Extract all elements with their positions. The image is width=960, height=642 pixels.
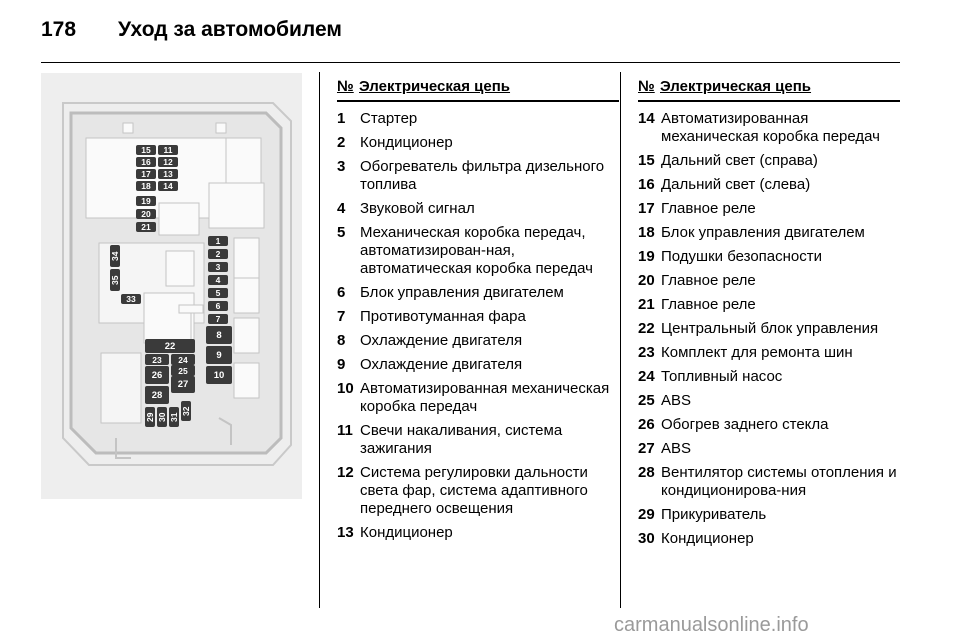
- fuse-number: 30: [638, 530, 655, 547]
- circuit-description: Кондиционер: [360, 524, 453, 541]
- table-row: [337, 224, 619, 278]
- table-row: [337, 332, 619, 350]
- fuse-label-12: 12: [158, 157, 178, 167]
- table-header: [638, 78, 900, 102]
- fuse-number: 2: [337, 134, 346, 151]
- fuse-label-24: 24: [171, 354, 195, 365]
- fuse-label-30: 30: [157, 407, 167, 427]
- fuse-number: 16: [638, 176, 655, 193]
- table-row: [638, 272, 900, 290]
- fuse-number: 24: [638, 368, 655, 385]
- table-row: [638, 110, 900, 146]
- table-row: [638, 224, 900, 242]
- fuse-label-17: 17: [136, 169, 156, 179]
- circuit-description: Механическая коробка передач, автоматизирован-ная, автоматическая коробка передач: [360, 224, 593, 277]
- circuit-description: Главное реле: [661, 272, 756, 289]
- fuse-number: 7: [337, 308, 346, 325]
- fuse-label-32: 32: [181, 401, 191, 421]
- fuse-label-35: 35: [110, 269, 120, 291]
- fuse-label-25: 25: [171, 365, 195, 376]
- circuit-description: Главное реле: [661, 200, 756, 217]
- fuse-number: 26: [638, 416, 655, 433]
- table-row: [337, 422, 619, 458]
- circuit-description: Кондиционер: [360, 134, 453, 151]
- fuse-label-34: 34: [110, 245, 120, 267]
- fuse-label-15: 15: [136, 145, 156, 155]
- fuse-label-33: 33: [121, 294, 141, 304]
- table-row: [638, 296, 900, 314]
- table-row: [337, 464, 619, 518]
- table-row: [337, 356, 619, 374]
- fuse-label-11: 11: [158, 145, 178, 155]
- table-row: [337, 158, 619, 194]
- fuse-label-26: 26: [145, 366, 169, 384]
- column-divider-left: [319, 72, 320, 608]
- circuit-description: Прикуриватель: [661, 506, 767, 523]
- table-row: [638, 530, 900, 548]
- fuse-number: 13: [337, 524, 354, 541]
- fuse-label-7: 7: [208, 314, 228, 324]
- circuit-description: Автоматизированная механическая коробка передач: [360, 380, 610, 415]
- table-row: [337, 134, 619, 152]
- fuse-label-6: 6: [208, 301, 228, 311]
- fuse-number: 27: [638, 440, 655, 457]
- fuse-number: 20: [638, 272, 655, 289]
- fuse-number: 29: [638, 506, 655, 523]
- column-number-header: №: [638, 78, 655, 95]
- fuse-label-28: 28: [145, 386, 169, 404]
- fuse-number: 12: [337, 464, 354, 481]
- fuse-number: 11: [337, 422, 353, 439]
- fuse-label-14: 14: [158, 181, 178, 191]
- header-rule: [41, 62, 900, 63]
- fuse-label-10: 10: [206, 366, 232, 384]
- circuit-description: Стартер: [360, 110, 418, 127]
- circuit-description: Дальний свет (справа): [661, 152, 818, 169]
- circuit-description: Комплект для ремонта шин: [661, 344, 853, 361]
- circuit-description: Система регулировки дальности света фар, система адаптивного переднего освещения: [360, 464, 588, 517]
- circuit-description: Противотуманная фара: [360, 308, 526, 325]
- table-row: [638, 392, 900, 410]
- circuit-description: Обогрев заднего стекла: [661, 416, 829, 433]
- circuit-description: Центральный блок управления: [661, 320, 879, 337]
- fuse-label-29: 29: [145, 407, 155, 427]
- table-row: [638, 152, 900, 170]
- fuse-label-1: 1: [208, 236, 228, 246]
- table-row: [638, 506, 900, 524]
- table-row: [638, 248, 900, 266]
- fuse-number: 10: [337, 380, 354, 397]
- fuse-label-3: 3: [208, 262, 228, 272]
- fuse-number: 21: [638, 296, 655, 313]
- fuse-label-21: 21: [136, 222, 156, 232]
- table-row: [638, 344, 900, 362]
- table-row: [638, 464, 900, 500]
- fuse-number: 5: [337, 224, 346, 241]
- fuse-number: 14: [638, 110, 655, 127]
- fuse-number: 6: [337, 284, 346, 301]
- fuse-number: 19: [638, 248, 655, 265]
- table-header: [337, 78, 619, 102]
- fuse-number: 15: [638, 152, 655, 169]
- watermark: carmanualsonline.info: [614, 614, 809, 636]
- table-row: [638, 320, 900, 338]
- column-number-header: №: [337, 78, 354, 95]
- fuse-number: 8: [337, 332, 346, 349]
- fuse-label-19: 19: [136, 196, 156, 206]
- circuit-description: Главное реле: [661, 296, 756, 313]
- fuse-box-outline: [41, 73, 302, 499]
- table-row: [337, 200, 619, 218]
- circuit-description: Охлаждение двигателя: [360, 332, 523, 349]
- circuit-description: Кондиционер: [661, 530, 754, 547]
- table-row: [337, 110, 619, 128]
- table-row: [337, 524, 619, 542]
- fuse-number: 4: [337, 200, 346, 217]
- fuse-number: 22: [638, 320, 655, 337]
- fuse-label-18: 18: [136, 181, 156, 191]
- fuse-label-16: 16: [136, 157, 156, 167]
- circuit-description: Блок управления двигателем: [661, 224, 865, 241]
- fuse-box-figure: [41, 73, 302, 499]
- fuse-number: 17: [638, 200, 655, 217]
- fuse-label-2: 2: [208, 249, 228, 259]
- table-row: [337, 284, 619, 302]
- column-circuit-header: Электрическая цепь: [660, 78, 812, 95]
- fuse-label-8: 8: [206, 326, 232, 344]
- fuse-number: 9: [337, 356, 346, 373]
- table-row: [638, 176, 900, 194]
- circuit-description: Вентилятор системы отопления и кондиционирова-ния: [661, 464, 897, 499]
- fuse-label-20: 20: [136, 209, 156, 219]
- circuit-description: Блок управления двигателем: [360, 284, 564, 301]
- circuit-description: Обогреватель фильтра дизельного топлива: [360, 158, 605, 193]
- fuse-number: 23: [638, 344, 655, 361]
- circuit-description: ABS: [661, 392, 692, 409]
- fuse-label-9: 9: [206, 346, 232, 364]
- fuse-label-31: 31: [169, 407, 179, 427]
- circuit-description: Автоматизированная механическая коробка передач: [661, 110, 880, 145]
- fuse-number: 1: [337, 110, 346, 127]
- fuse-label-27: 27: [171, 376, 195, 393]
- circuit-description: Звуковой сигнал: [360, 200, 475, 217]
- table-row: [638, 368, 900, 386]
- fuse-label-22: 22: [145, 339, 195, 353]
- circuit-description: Дальний свет (слева): [661, 176, 811, 193]
- circuit-description: Свечи накаливания, система зажигания: [360, 422, 563, 457]
- fuse-number: 3: [337, 158, 346, 175]
- column-divider-right: [620, 72, 621, 608]
- fuse-table-right: [638, 78, 900, 554]
- fuse-number: 25: [638, 392, 655, 409]
- table-row: [638, 416, 900, 434]
- circuit-description: Охлаждение двигателя: [360, 356, 523, 373]
- column-circuit-header: Электрическая цепь: [359, 78, 511, 95]
- fuse-label-13: 13: [158, 169, 178, 179]
- table-row: [638, 200, 900, 218]
- fuse-label-23: 23: [145, 354, 169, 365]
- table-row: [337, 380, 619, 416]
- fuse-label-5: 5: [208, 288, 228, 298]
- fuse-table-left: [337, 78, 619, 548]
- circuit-description: Подушки безопасности: [661, 248, 823, 265]
- table-row: [337, 308, 619, 326]
- page-title: Уход за автомобилем: [118, 18, 342, 41]
- circuit-description: Топливный насос: [661, 368, 783, 385]
- fuse-number: 28: [638, 464, 655, 481]
- page-number: 178: [41, 18, 77, 41]
- circuit-description: ABS: [661, 440, 692, 457]
- table-row: [638, 440, 900, 458]
- fuse-label-4: 4: [208, 275, 228, 285]
- fuse-number: 18: [638, 224, 655, 241]
